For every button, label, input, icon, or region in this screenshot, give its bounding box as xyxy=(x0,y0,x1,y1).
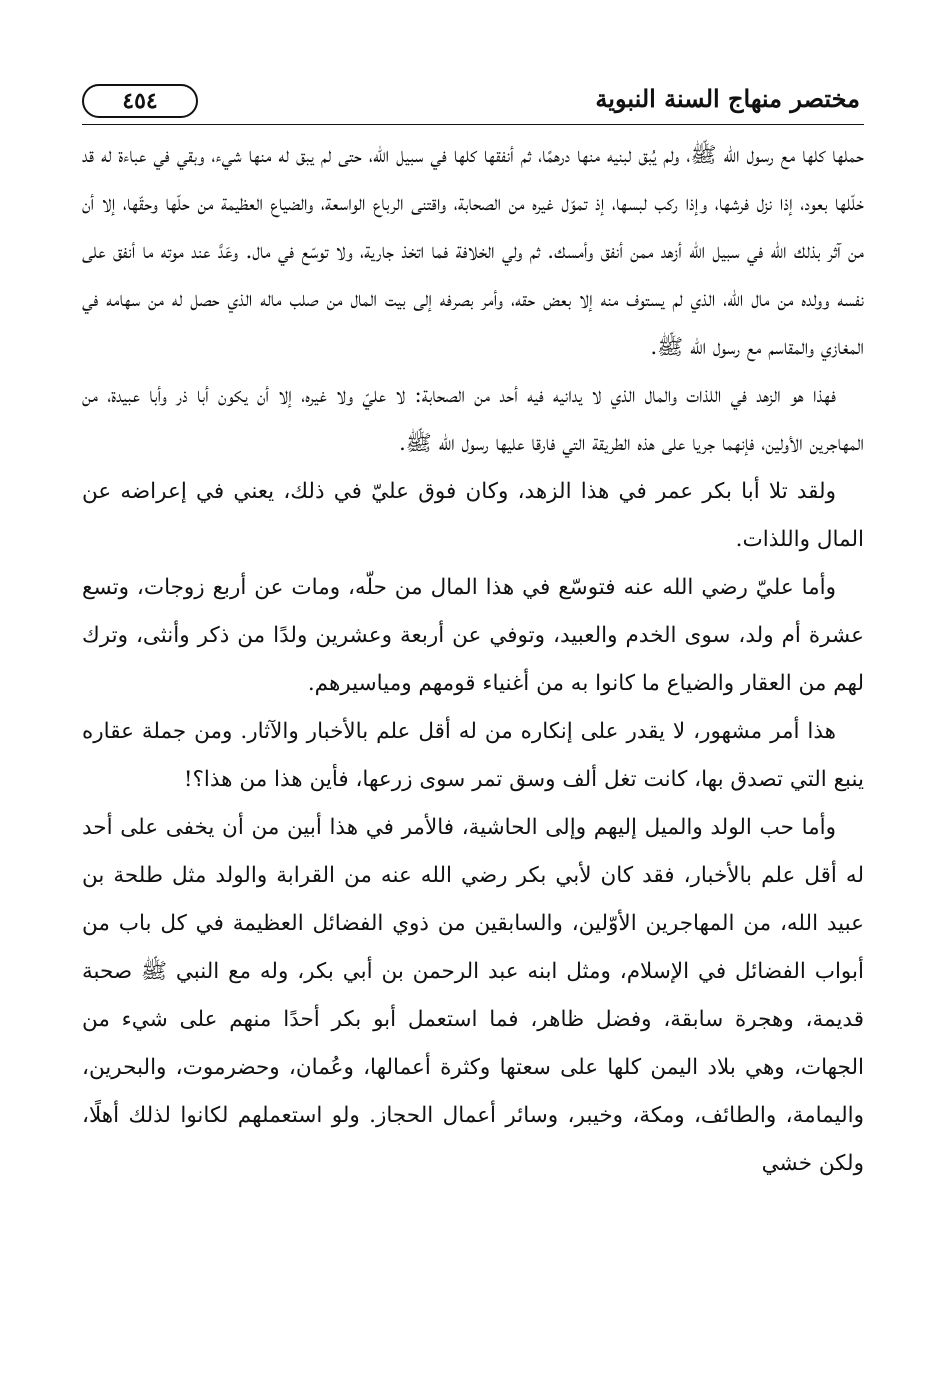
paragraph: وأما حب الولد والميل إليهم وإلى الحاشية، فالأمر في هذا أبين من أن يخفى على أحد له أقل علم بالأخبار، فقد كان لأبي بكر رضي الله عنه من القرابة والولد مثل طلحة بن عبيد الله، من المهاجرين الأوّلين، والسابقين من ذوي الفضائل العظيمة في كل باب من أبواب الفضائل في الإسلام، ومثل ابنه عبد الرحمن بن أبي بكر، وله مع النبي ﷺ صحبة قديمة، وهجرة سابقة، وفضل ظاهر، فما استعمل أبو بكر أحدًا منهم على شيء من الجهات، وهي بلاد اليمن كلها على سعتها وكثرة أعمالها، وعُمان، وحضرموت، والبحرين، واليمامة، والطائف، ومكة، وخيبر، وسائر أعمال الحجاز. ولو استعملهم لكانوا لذلك أهلًا، ولكن خشي xyxy=(82,815,864,1176)
paragraph: فهذا هو الزهد في اللذات والمال الذي لا يدانيه فيه أحد من الصحابة: لا عليّ ولا غيره، إلا أن يكون أبا ذر وأبا عبيدة، من المهاجرين الأولين، فإنهما جريا على هذه الطريقة التي فارقا عليها رسول الله ﷺ. xyxy=(82,383,864,456)
page-number-badge: ٤٥٤ xyxy=(82,84,198,118)
paragraph: وأما عليّ رضي الله عنه فتوسّع في هذا المال من حلّه، ومات عن أربع زوجات، وتسع عشرة أم ولد، سوى الخدم والعبيد، وتوفي عن أربعة وعشرين ولدًا من ذكر وأنثى، وترك لهم من العقار والضياع ما كانوا به من أغنياء قومهم ومياسيرهم. xyxy=(82,575,864,696)
paragraph: ولقد تلا أبا بكر عمر في هذا الزهد، وكان فوق عليّ في ذلك، يعني في إعراضه عن المال واللذات. xyxy=(82,479,864,552)
paragraph: حملها كلها مع رسول الله ﷺ، ولم يُبق لبنيه منها درهمًا، ثم أنفقها كلها في سبيل الله، حتى لم يبق له منها شيء، وبقي في عباءة له قد خلّلها بعود، إذا نزل فرشها، وإذا ركب لبسها، إذ تموّل غيره من الصحابة، واقتنى الرباع الواسعة، والضياع العظيمة من حلّها وحقّها، إلا أن من آثر بذلك الله في سبيل الله أزهد ممن أنفق وأمسك. ثم ولي الخلافة فما اتخذ جارية، ولا توسّع في مال. وعَدَّ عند موته ما أنفق على نفسه وولده من مال الله، الذي لم يستوف منه إلا بعض حقه، وأمر بصرفه إلى بيت المال من صلب ماله الذي حصل له من سهامه في المغازي والمقاسم مع رسول الله ﷺ. xyxy=(82,143,864,360)
header-divider xyxy=(82,124,864,125)
paragraph: هذا أمر مشهور، لا يقدر على إنكاره من له أقل علم بالأخبار والآثار. ومن جملة عقاره ينبع التي تصدق بها، كانت تغل ألف وسق تمر سوى زرعها، فأين هذا من هذا؟! xyxy=(82,719,864,792)
body-text xyxy=(82,132,864,1188)
page-header xyxy=(82,82,864,122)
running-title: مختصر منهاج السنة النبوية xyxy=(595,84,860,113)
